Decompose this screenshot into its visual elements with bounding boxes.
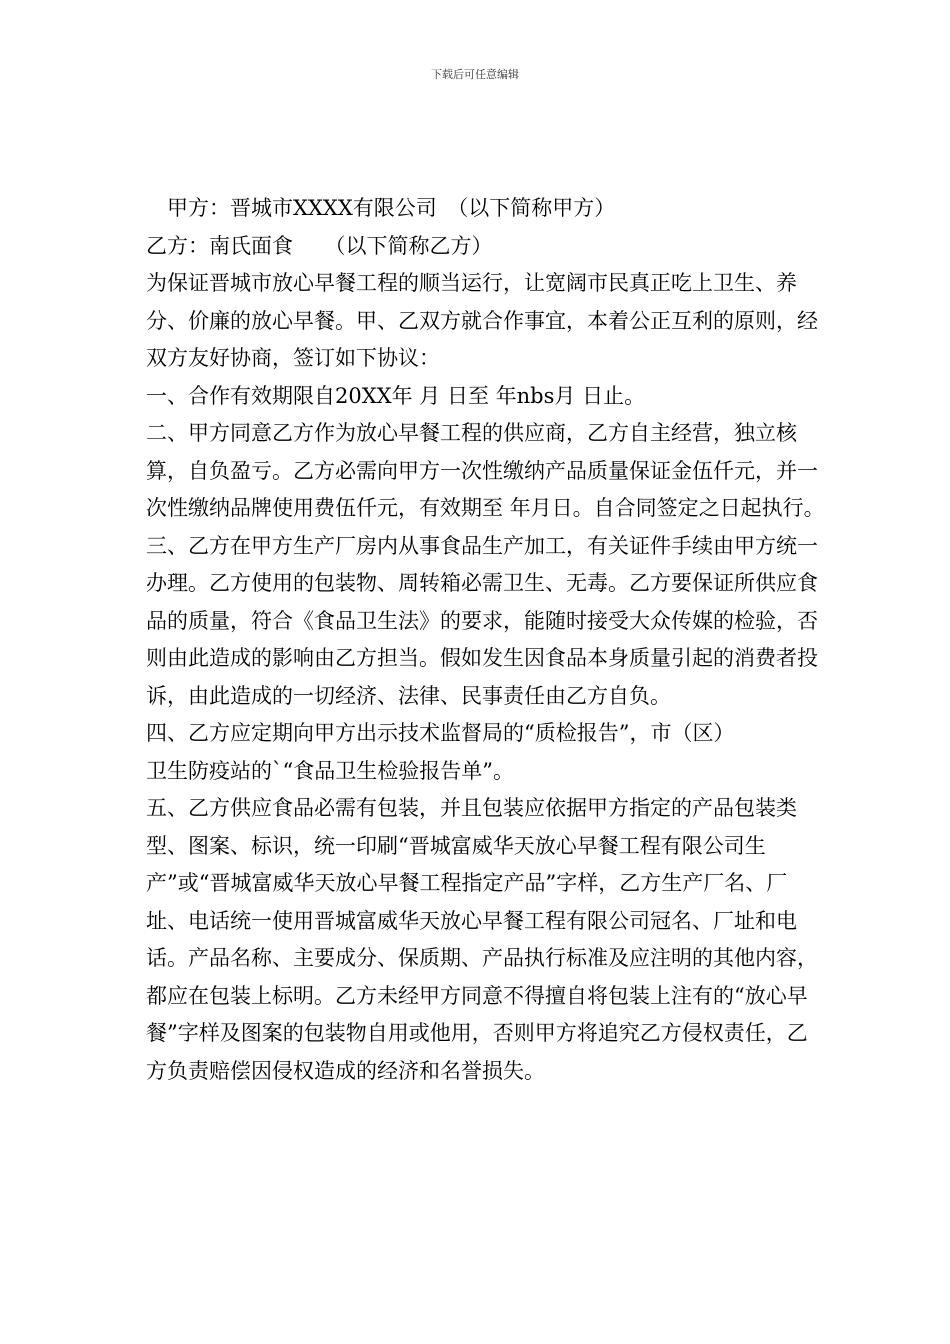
- contract-body: [146, 190, 826, 1090]
- clause-3: 三、乙方在甲方生产厂房内从事食品生产加工，有关证件手续由甲方统一办理。乙方使用的包装物、周转箱必需卫生、无毒。乙方要保证所供应食品的质量，符合《食品卫生法》的要求，能随时接受大众传媒的检验，否则由此造成的影响由乙方担当。假如发生因食品本身质量引起的消费者投诉，由此造成的一切经济、法律、民事责任由乙方自负。: [146, 533, 818, 708]
- party-a-line: 甲方：晋城市XXXX有限公司 （以下简称甲方）: [167, 196, 616, 220]
- clause-5: 五、乙方供应食品必需有包装，并且包装应依据甲方指定的产品包装类型、图案、标识，统一印刷“晋城富威华天放心早餐工程有限公司生产”或“晋城富威华天放心早餐工程指定产品”字样，乙方生产厂名、厂址、电话统一使用晋城富威华天放心早餐工程有限公司冠名、厂址和电话。产品名称、主要成分、保质期、产品执行标准及应注明的其他内容，都应在包装上标明。乙方未经甲方同意不得擅自将包装上注有的“放心早餐”字样及图案的包装物自用或他用，否则甲方将追究乙方侵权责任，乙方负责赔偿因侵权造成的经济和名誉损失。: [146, 796, 818, 1083]
- party-b-line: 乙方：南氏面食 （以下简称乙方）: [146, 233, 493, 258]
- clause-4-line-1: 四、乙方应定期向甲方出示技术监督局的“质检报告”，市（区）: [146, 721, 735, 745]
- page-header-note: 下载后可任意编辑: [431, 68, 519, 81]
- clause-2: 二、甲方同意乙方作为放心早餐工程的供应商，乙方自主经营，独立核算，自负盈亏。乙方必需向甲方一次性缴纳产品质量保证金伍仟元，并一次性缴纳品牌使用费伍仟元，有效期至 年月日。自合同签定之日起执行。: [146, 421, 825, 520]
- clause-4-line-2: 卫生防疫站的`“食品卫生检验报告单”。: [146, 758, 514, 783]
- clause-1: 一、合作有效期限自20XX年 月 日至 年nbs月 日止。: [146, 383, 646, 408]
- intro-paragraph: 为保证晋城市放心早餐工程的顺当运行，让宽阔市民真正吃上卫生、养分、价廉的放心早餐。甲、乙双方就合作事宜，本着公正互利的原则，经双方友好协商，签订如下协议：: [146, 271, 818, 370]
